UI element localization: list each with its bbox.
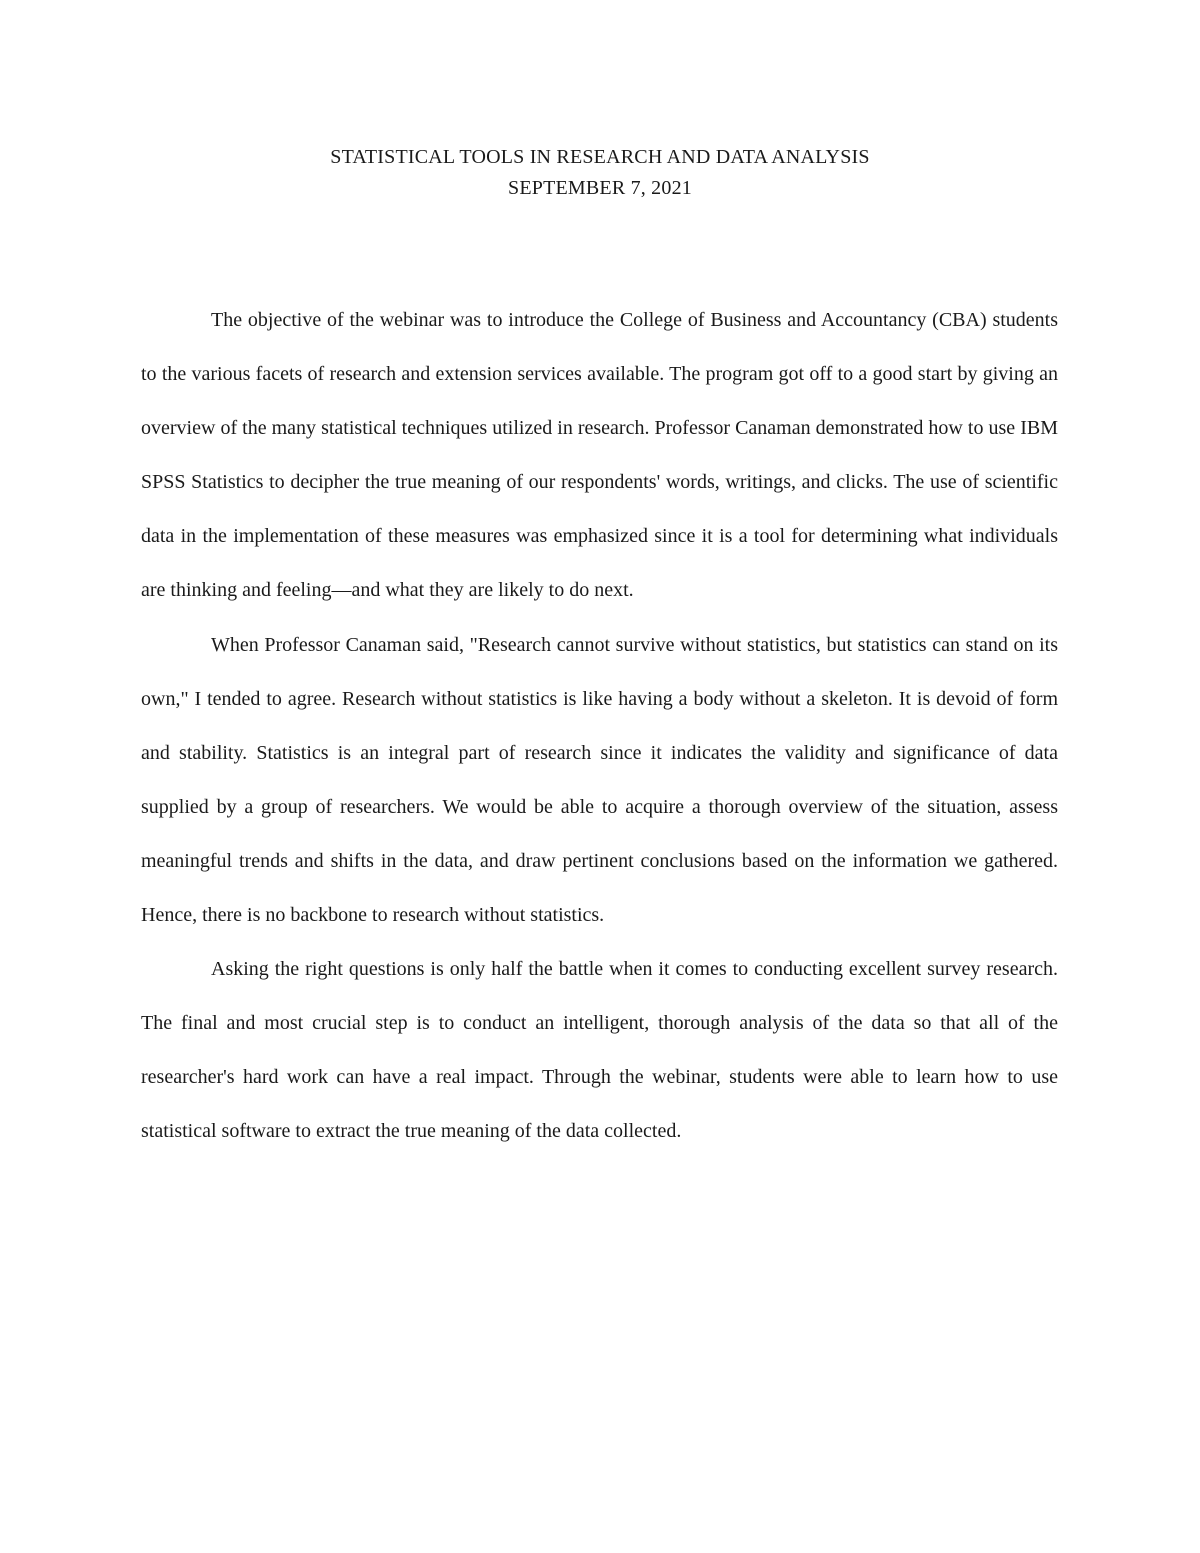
document-heading bbox=[0, 142, 1200, 204]
document-date: SEPTEMBER 7, 2021 bbox=[508, 177, 692, 199]
body-paragraph: When Professor Canaman said, "Research cannot survive without statistics, but statistics can stand on its own," I tended to agree. Research without statistics is like having a body without a skeleton. It is devoid of form and stability. Statistics is an integral part of research since it indicates the validity and significance of data supplied by a group of researchers. We would be able to acquire a thorough overview of the situation, assess meaningful trends and shifts in the data, and draw pertinent conclusions based on the information we gathered. Hence, there is no backbone to research without statistics. bbox=[141, 633, 1058, 927]
body-paragraph: The objective of the webinar was to introduce the College of Business and Accountancy (CBA) students to the various facets of research and extension services available. The program got off to a good start by giving an overview of the many statistical techniques utilized in research. Professor Canaman demonstrated how to use IBM SPSS Statistics to decipher the true meaning of our respondents' words, writings, and clicks. The use of scientific data in the implementation of these measures was emphasized since it is a tool for determining what individuals are thinking and feeling—and what they are likely to do next. bbox=[141, 309, 1058, 602]
document-body bbox=[141, 293, 1058, 1159]
body-paragraph: Asking the right questions is only half the battle when it comes to conducting excellent survey research. The final and most crucial step is to conduct an intelligent, thorough analysis of the data so that all of the researcher's hard work can have a real impact. Through the webinar, students were able to learn how to use statistical software to extract the true meaning of the data collected. bbox=[141, 958, 1058, 1143]
document-title: STATISTICAL TOOLS IN RESEARCH AND DATA ANALYSIS bbox=[330, 146, 870, 168]
